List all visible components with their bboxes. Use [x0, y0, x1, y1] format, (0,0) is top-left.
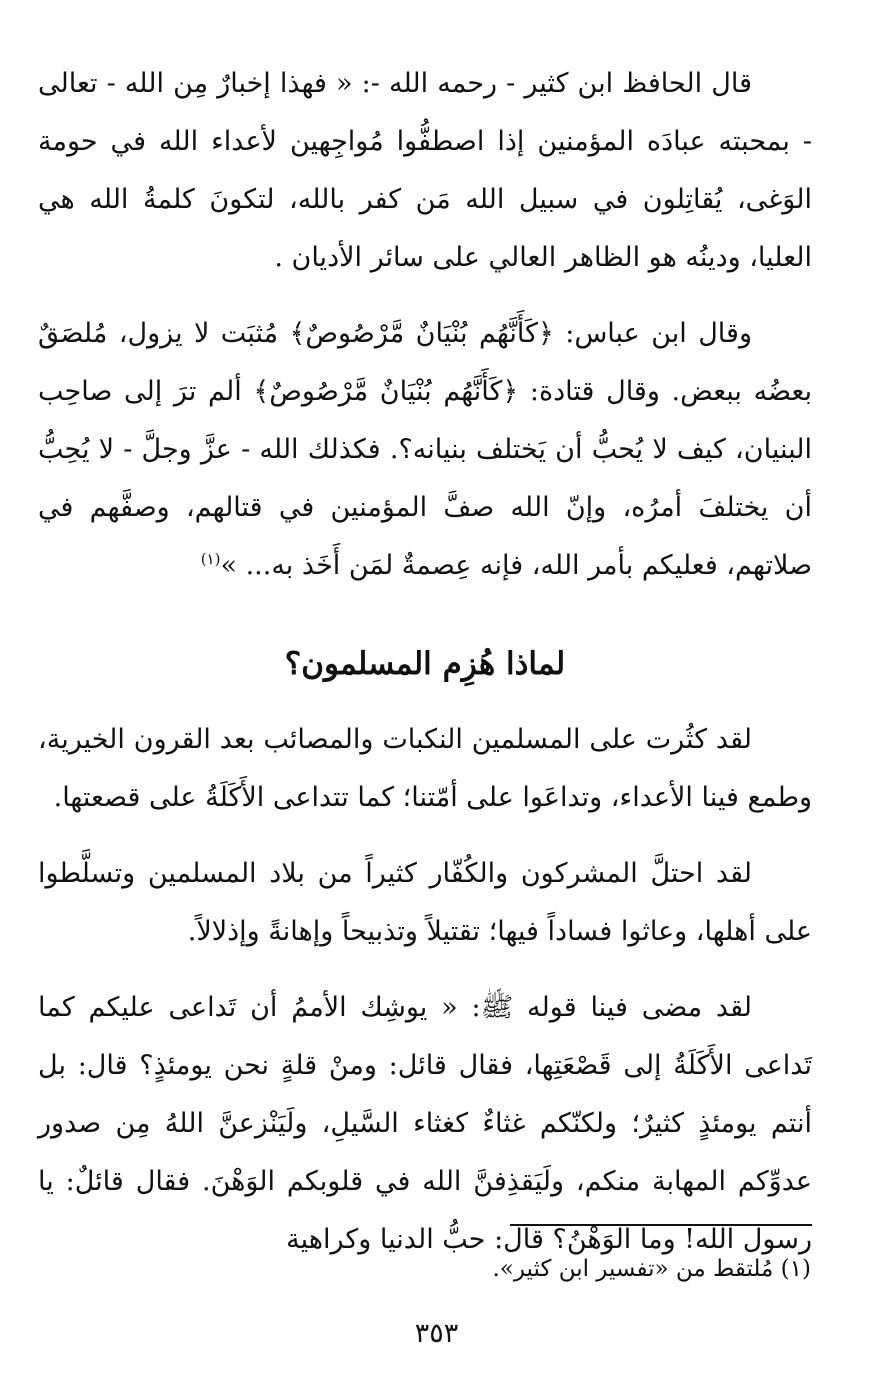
footnote-reference: (١): [200, 550, 221, 568]
paragraph-quote: فهذا إخبارٌ مِن الله - تعالى - بمحبته عبادَه المؤمنين إذا اصطفُّوا مُواجِهين لأعداء الله في حومة الوَغى، يُقاتِلون في سبيل الله مَن كفر بالله، لتكونَ كلمةُ الله هي العليا، ودينُه هو الظاهر العالي على سائر الأديان .: [38, 68, 812, 273]
text-segment: وقال ابن عباس:: [565, 318, 752, 349]
quran-verse: ﴿كَأَنَّهُم بُنْيَانٌ مَّرْصُوصٌ﴾: [289, 318, 554, 349]
footnote-divider: [510, 1224, 812, 1226]
text-segment: ألم ترَ إلى صاحِب البنيان، كيف لا يُحبُّ أن يَختلف بنيانه؟. فكذلك الله - عزَّ وجلَّ - لا يُحِبُّ أن يختلفَ أمرُه، وإنّ الله صفَّ المؤمنين في قتالهم، وصفَّهم في صلاتهم، فعليكم بأمر الله، فإنه عِصمةٌ لمَن أَخَذ به... »: [38, 376, 812, 581]
footnote: (١) مُلتقط من «تفسير ابن كثير».: [492, 1256, 811, 1282]
paragraph: لقد كثُرت على المسلمين النكبات والمصائب بعد القرون الخيرية، وطمع فينا الأعداء، وتداعَوا على أمّتنا؛ كما تتداعى الأَكَلَةُ على قصعتها.: [38, 724, 812, 813]
paragraph-intro: قال الحافظ ابن كثير - رحمه الله -: «: [336, 68, 752, 99]
paragraph-ibn-kathir: [38, 55, 812, 287]
paragraph: لقد احتلَّ المشركون والكُفّار كثيراً من بلاد المسلمين وتسلَّطوا على أهلها، وعاثوا فساداً فيها؛ تقتيلاً وتذبيحاً وإهانةً وإذلالاً.: [38, 858, 812, 947]
page-body: [38, 55, 812, 1269]
quran-verse: ﴿كَأَنَّهُم بُنْيَانٌ مَّرْصُوصٌ﴾: [253, 376, 519, 407]
paragraph-hadith: لقد مضى فينا قوله ﷺ: « يوشِك الأممُ أن تَداعى عليكم كما تَداعى الأَكَلَةُ إلى قَصْعَتِها، فقال قائل: ومنْ قلةٍ نحن يومئذٍ؟ قال: بل أنتم يومئذٍ كثيرٌ؛ ولكنّكم غثاءٌ كغثاء السَّيلِ، ولَيَنْزعنَّ اللهُ مِن صدور عدوِّكم المهابة منكم، ولَيَقذِفنَّ الله في قلوبكم الوَهْنَ. فقال قائلٌ: يا رسول الله! وما الوَهْنُ؟ قال: حبُّ الدنيا وكراهية: [38, 992, 812, 1255]
section-heading: لماذا هُزِم المسلمون؟: [284, 646, 566, 682]
text-segment: مُثبَت لا يزول، مُلصَقٌ بعضُه ببعض. وقال قتادة:: [38, 318, 812, 407]
paragraph-ibn-abbas: [38, 305, 812, 595]
page-number: ٣٥٣: [414, 1318, 459, 1349]
